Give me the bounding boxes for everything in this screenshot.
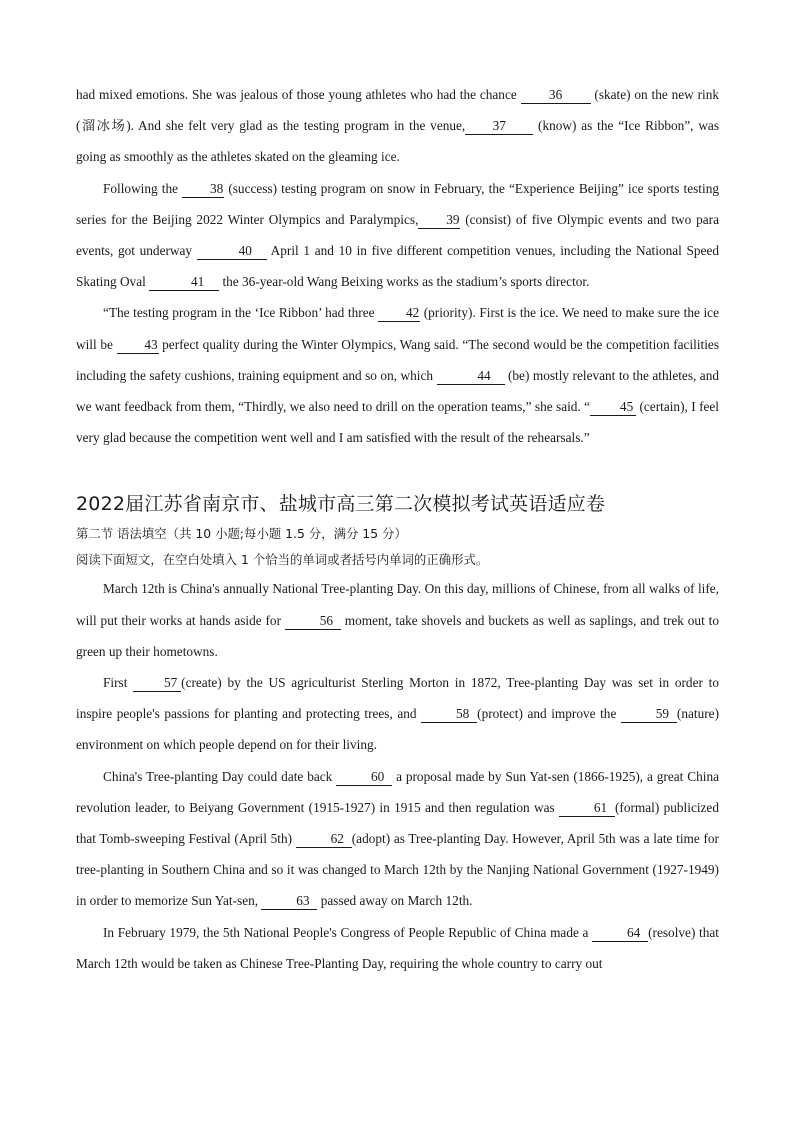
passage2-paragraph-3	[76, 761, 719, 917]
text-run: (success) testing program on snow in February, the “Experience Beijing” ice sports testing series for the Beijing 2022 Winter Olympics and Paralympics,	[76, 180, 719, 227]
blank-38[interactable]: 38	[182, 180, 224, 198]
text-run: (consist) of five Olympic events and two para events, got underway	[76, 211, 719, 259]
passage1-paragraph-3	[76, 297, 719, 453]
text-run: a proposal made by Sun Yat-sen (1866-1925), a great China revolution leader, to Beiyang Government (1915-1927) in 1915 and then regulation was	[76, 768, 719, 815]
text-run: (resolve) that March 12th would be taken as Chinese Tree-Planting Day, requiring the whole country to carry out	[76, 924, 719, 971]
passage2-paragraph-4	[76, 917, 719, 979]
text-run: (priority). First is the ice. We need to make sure the ice will be	[76, 305, 719, 352]
text-run: (adopt) as Tree-planting Day. However, April 5th was a late time for tree-planting in Southern China and so it was changed to March 12th by the Nanjing National Government (1927-1949) in order to memorize Sun Yat-sen,	[76, 831, 719, 909]
passage1-paragraph-1	[76, 79, 719, 173]
text-run: “The testing program in the ‘Ice Ribbon’ had three	[103, 305, 379, 321]
text-run: (create) by the US agriculturist Sterling Morton in 1872, Tree-planting Day was set in order to inspire people's passions for planting and protecting trees, and	[76, 675, 719, 722]
blank-37[interactable]: 37	[465, 117, 533, 135]
text-run: the 36-year-old Wang Beixing works as the stadium’s sports director.	[219, 274, 590, 290]
text-run: passed away on March 12th.	[317, 893, 473, 909]
text-run: (protect) and improve the	[477, 706, 621, 722]
blank-45[interactable]: 45	[590, 398, 636, 416]
text-run: had mixed emotions. She was jealous of those young athletes who had the chance	[76, 87, 521, 102]
text-run: China's Tree-planting Day could date back	[103, 768, 337, 784]
blank-39[interactable]: 39	[418, 211, 460, 229]
text-run: moment, take shovels and buckets as well as saplings, and trek out to green up their hometowns.	[76, 612, 719, 659]
text-run: (nature) environment on which people depend on for their living.	[76, 706, 720, 753]
passage2-paragraph-1	[76, 573, 719, 667]
section-title: 2022届江苏省南京市、盐城市高三第二次模拟考试英语适应卷	[76, 493, 606, 516]
text-run: First	[103, 675, 134, 691]
blank-63[interactable]: 63	[261, 892, 317, 910]
text-run: (know) as the “Ice Ribbon”, was going as smoothly as the athletes skated on the gleaming ice.	[76, 118, 719, 165]
blank-61[interactable]: 61	[559, 799, 615, 817]
text-run: Following the	[103, 180, 183, 196]
blank-58[interactable]: 58	[421, 705, 477, 723]
blank-42[interactable]: 42	[378, 304, 420, 322]
text-run: March 12th is China's annually National Tree-planting Day. On this day, millions of Chinese, from all walks of life, will put their works at hands aside for	[76, 581, 719, 628]
section-instruction: 阅读下面短文，在空白处填入 1 个恰当的单词或者括号内单词的正确形式。	[76, 552, 489, 568]
text-run: April 1 and 10 in five different competition venues, including the National Speed Skating Oval	[76, 243, 719, 290]
section-subtitle: 第二节 语法填空（共 10 小题;每小题 1.5 分，满分 15 分）	[76, 526, 407, 542]
text-run: In February 1979, the 5th National People's Congress of People Republic of China made a	[103, 924, 593, 940]
blank-59[interactable]: 59	[621, 705, 677, 723]
blank-56[interactable]: 56	[285, 612, 341, 630]
text-run: perfect quality during the Winter Olympics, Wang said. “The second would be the competition facilities including the safety cushions, training equipment and so on, which	[76, 336, 720, 383]
blank-57[interactable]: 57	[133, 674, 181, 692]
text-run: (certain), I feel very glad because the competition went well and I am satisfied with the result of the rehearsals.”	[76, 399, 719, 446]
text-run: (formal) publicized that Tomb-sweeping Festival (April 5th)	[76, 799, 719, 847]
passage2-paragraph-2	[76, 667, 719, 761]
blank-64[interactable]: 64	[592, 924, 648, 942]
blank-44[interactable]: 44	[437, 367, 505, 385]
blank-36[interactable]: 36	[521, 86, 591, 104]
passage1-paragraph-2	[76, 173, 719, 298]
blank-62[interactable]: 62	[296, 830, 352, 848]
blank-60[interactable]: 60	[336, 768, 392, 786]
text-run: (be) mostly relevant to the athletes, and we want feedback from them, “Thirdly, we also need to drill on the operation teams,” she said. “	[76, 367, 719, 415]
blank-40[interactable]: 40	[197, 242, 267, 260]
document-page	[76, 79, 719, 979]
text-run: (skate) on the new rink (溜冰场). And she felt very glad as the testing program in the venue,	[76, 87, 719, 134]
blank-43[interactable]: 43	[117, 336, 159, 354]
blank-41[interactable]: 41	[149, 273, 219, 291]
